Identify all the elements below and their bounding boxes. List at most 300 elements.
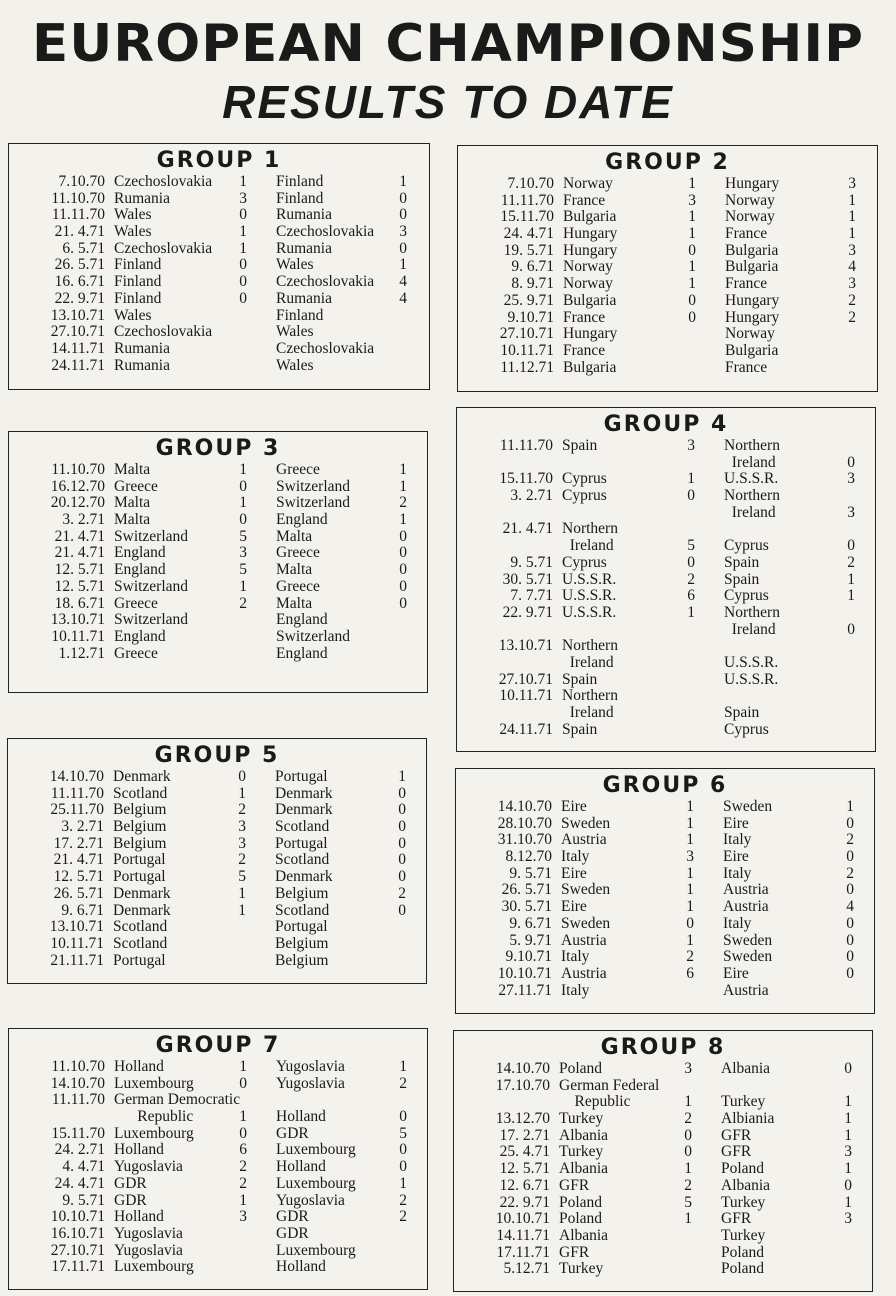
match-date: 17. 2.71 (53, 834, 104, 852)
match-date: 25. 9.71 (503, 291, 554, 309)
match-row (456, 949, 874, 966)
home-team: Norway (563, 175, 613, 192)
home-score: 1 (688, 208, 696, 226)
away-score: 0 (398, 784, 406, 802)
home-team: Cyprus (562, 487, 607, 505)
match-row (9, 1243, 427, 1260)
results-list (9, 462, 427, 662)
group-title: GROUP 4 (603, 412, 729, 437)
home-score: 0 (239, 273, 247, 291)
match-row (8, 802, 426, 819)
away-team: GDR (276, 1124, 309, 1142)
home-score: 6 (239, 1141, 247, 1159)
match-date: 10.10.71 (495, 1210, 550, 1228)
match-row (9, 1209, 427, 1226)
match-row (9, 324, 429, 341)
away-team: Italy (723, 864, 752, 882)
home-score: 1 (239, 1191, 247, 1209)
match-date: 19. 5.71 (503, 241, 554, 259)
home-team: France (563, 341, 606, 359)
home-score: 1 (239, 461, 247, 478)
away-team: Norway (725, 208, 775, 226)
away-score: 0 (399, 527, 407, 545)
home-score: 2 (238, 801, 246, 819)
home-team: GFR (559, 1243, 590, 1261)
match-row (9, 1176, 427, 1193)
away-team: Spain (724, 570, 760, 588)
away-score: 1 (848, 208, 856, 226)
match-date: 9. 6.71 (511, 258, 554, 276)
match-date: 17.11.71 (51, 1258, 105, 1276)
home-team: Luxembourg (114, 1074, 194, 1092)
match-date: 14.11.71 (51, 339, 105, 357)
match-date: 14.10.70 (50, 1074, 105, 1092)
home-team: France (563, 191, 606, 209)
match-row (458, 226, 877, 243)
home-team: Hungary (563, 325, 618, 343)
match-date: 21. 4.71 (54, 223, 105, 241)
away-score: 1 (398, 768, 406, 785)
away-score: 1 (399, 461, 407, 478)
match-row (454, 1094, 872, 1111)
match-row (454, 1261, 872, 1278)
away-score: 1 (848, 191, 856, 209)
home-score: 5 (239, 561, 247, 579)
away-score: 0 (398, 851, 406, 869)
match-row (458, 209, 877, 226)
away-team: Northern (724, 603, 780, 621)
match-row (9, 529, 427, 546)
match-date: 12. 5.71 (499, 1160, 550, 1178)
away-score: 2 (399, 1191, 407, 1209)
away-team: Northern (724, 487, 780, 505)
away-score: 0 (847, 537, 855, 555)
match-row (456, 966, 874, 983)
home-score: 1 (686, 831, 694, 849)
away-team: Bulgaria (725, 341, 779, 359)
away-score: 3 (844, 1210, 852, 1228)
match-date: 14.10.70 (495, 1060, 550, 1077)
group-2-box (457, 145, 878, 392)
home-team: Portugal (113, 951, 166, 969)
home-team: England (114, 544, 166, 562)
away-team: Turkey (721, 1093, 766, 1111)
home-score: 2 (238, 851, 246, 869)
match-row (8, 886, 426, 903)
match-date: 3. 2.71 (62, 511, 105, 529)
home-team: Sweden (561, 914, 611, 932)
match-row (456, 983, 874, 1000)
away-team: Rumania (276, 239, 332, 257)
results-list (8, 769, 426, 969)
home-team: Austria (561, 831, 607, 849)
match-row (457, 471, 875, 488)
away-score: 1 (844, 1160, 852, 1178)
away-team: Belgium (275, 884, 329, 902)
away-team: Rumania (276, 206, 332, 224)
away-team: Czechoslovakia (276, 339, 375, 357)
match-row (454, 1144, 872, 1161)
home-score: 0 (238, 768, 246, 785)
home-team: Belgium (113, 818, 167, 836)
away-team: Italy (723, 914, 752, 932)
match-row (457, 655, 875, 672)
match-date: 17.11.71 (496, 1243, 550, 1261)
group-1-box (8, 143, 430, 390)
home-score: 3 (239, 544, 247, 562)
match-date: 5. 9.71 (509, 931, 552, 949)
group-6-box (455, 768, 875, 1014)
away-team: England (276, 611, 328, 629)
results-list (456, 799, 874, 999)
away-team: Yugoslavia (276, 1058, 345, 1075)
match-date: 25. 4.71 (499, 1143, 550, 1161)
home-team: Malta (114, 494, 151, 512)
home-team: Denmark (113, 768, 171, 785)
group-title: GROUP 1 (156, 148, 282, 173)
away-team: Finland (276, 189, 324, 207)
home-team: Luxembourg (114, 1258, 194, 1276)
match-row (458, 259, 877, 276)
home-score: 1 (239, 173, 247, 190)
home-team: Yugoslavia (114, 1224, 183, 1242)
match-row (9, 612, 427, 629)
match-date: 10.10.71 (50, 1208, 105, 1226)
match-row (9, 1226, 427, 1243)
match-date: 21. 4.71 (53, 851, 104, 869)
away-score: 2 (846, 831, 854, 849)
match-date: 9.10.71 (507, 308, 554, 326)
away-score: 3 (399, 223, 407, 241)
match-date: 11.12.71 (500, 358, 554, 376)
home-team: U.S.S.R. (562, 603, 617, 621)
home-score: 1 (687, 470, 695, 488)
match-row (9, 646, 427, 663)
home-team: Wales (114, 306, 152, 324)
match-row (9, 1059, 427, 1076)
away-team: Malta (276, 561, 313, 579)
away-team: Malta (276, 594, 313, 612)
away-score: 2 (399, 494, 407, 512)
away-team: Switzerland (276, 494, 351, 512)
away-team: Greece (276, 461, 320, 478)
home-team: U.S.S.R. (562, 587, 617, 605)
match-row (458, 276, 877, 293)
match-date: 13.10.71 (50, 306, 105, 324)
home-team: Spain (562, 437, 598, 454)
match-row (458, 293, 877, 310)
match-row (454, 1078, 872, 1095)
away-score: 1 (844, 1193, 852, 1211)
match-date: 20.12.70 (50, 494, 105, 512)
match-row (456, 899, 874, 916)
away-score: 0 (844, 1176, 852, 1194)
away-score: 0 (846, 814, 854, 832)
away-score: 3 (847, 503, 855, 521)
match-date: 31.10.70 (497, 831, 552, 849)
group-title: GROUP 5 (154, 743, 280, 768)
match-row (8, 836, 426, 853)
home-score: 1 (239, 1108, 247, 1126)
home-team: Finland (114, 273, 162, 291)
home-score: 1 (684, 1160, 692, 1178)
match-date: 24.11.71 (499, 720, 553, 738)
match-row (457, 688, 875, 705)
home-team: Portugal (113, 851, 166, 869)
home-team: England (114, 561, 166, 579)
away-score: 2 (848, 291, 856, 309)
match-row (9, 1076, 427, 1093)
away-team: U.S.S.R. (724, 670, 779, 688)
match-row (457, 555, 875, 572)
group-4-box (456, 407, 876, 752)
results-list (458, 176, 877, 376)
match-row (9, 1159, 427, 1176)
match-row (9, 596, 427, 613)
match-date: 4. 4.71 (62, 1158, 105, 1176)
away-score: 2 (398, 884, 406, 902)
group-3-box (8, 431, 428, 693)
match-row (457, 455, 875, 472)
group-title: GROUP 6 (602, 773, 728, 798)
match-date: 7.10.70 (507, 175, 554, 192)
away-team: Belgium (275, 951, 329, 969)
away-score: 0 (844, 1060, 852, 1077)
away-team: GFR (721, 1126, 752, 1144)
away-score: 0 (399, 594, 407, 612)
home-team: Finland (114, 256, 162, 274)
home-score: 1 (686, 881, 694, 899)
home-score: 1 (687, 603, 695, 621)
match-row (454, 1178, 872, 1195)
home-team: Rumania (114, 189, 170, 207)
home-score: 1 (684, 1210, 692, 1228)
match-row (458, 360, 877, 377)
away-score: 4 (399, 273, 407, 291)
home-team: Albania (559, 1126, 609, 1144)
match-row (458, 343, 877, 360)
away-score: 3 (844, 1143, 852, 1161)
match-date: 22. 9.71 (499, 1193, 550, 1211)
away-score: 0 (846, 931, 854, 949)
match-date: 28.10.70 (497, 814, 552, 832)
home-score: 0 (239, 1124, 247, 1142)
match-date: 11.11.70 (500, 191, 554, 209)
match-row (9, 512, 427, 529)
home-team: Northern (562, 687, 618, 705)
home-team: Republic (559, 1093, 631, 1111)
away-team: Turkey (721, 1193, 766, 1211)
home-team: Cyprus (562, 470, 607, 488)
home-team: Eire (561, 864, 587, 882)
match-row (454, 1061, 872, 1078)
away-team: Albania (721, 1176, 771, 1194)
match-row (9, 579, 427, 596)
away-score: 2 (848, 308, 856, 326)
match-date: 11.11.70 (51, 1091, 105, 1109)
match-date: 27.10.71 (50, 323, 105, 341)
away-team: Czechoslovakia (276, 273, 375, 291)
match-row (457, 672, 875, 689)
home-score: 1 (684, 1093, 692, 1111)
match-date: 12. 5.71 (54, 561, 105, 579)
home-team: France (563, 308, 606, 326)
match-date: 11.11.70 (499, 437, 553, 454)
home-team: Northern (562, 520, 618, 538)
home-score: 1 (686, 814, 694, 832)
away-team: Denmark (275, 801, 333, 819)
away-team: Bulgaria (725, 241, 779, 259)
away-team: Portugal (275, 834, 328, 852)
match-date: 16.10.71 (50, 1224, 105, 1242)
home-team: Poland (559, 1060, 603, 1077)
away-team: Wales (276, 256, 314, 274)
away-score: 3 (848, 175, 856, 192)
away-team: Wales (276, 356, 314, 374)
match-row (458, 176, 877, 193)
match-date: 25.11.70 (50, 801, 104, 819)
away-score: 1 (399, 511, 407, 529)
home-score: 2 (239, 1174, 247, 1192)
home-score: 0 (688, 291, 696, 309)
home-score: 1 (686, 898, 694, 916)
home-score: 0 (688, 241, 696, 259)
match-row (456, 832, 874, 849)
away-team: Holland (276, 1158, 326, 1176)
match-date: 24. 4.71 (54, 1174, 105, 1192)
home-team: German Federal (559, 1076, 660, 1094)
match-row (9, 1109, 427, 1126)
home-score: 0 (239, 289, 247, 307)
away-team: Austria (723, 898, 769, 916)
home-score: 3 (688, 191, 696, 209)
home-team: Belgium (113, 801, 167, 819)
away-team: GFR (721, 1143, 752, 1161)
away-team: GDR (276, 1208, 309, 1226)
match-date: 14.11.71 (496, 1226, 550, 1244)
match-row (457, 638, 875, 655)
results-list (454, 1061, 872, 1278)
match-date: 15.11.70 (500, 208, 554, 226)
away-team: Spain (724, 553, 760, 571)
home-team: Sweden (561, 881, 611, 899)
match-row (9, 241, 429, 258)
match-row (9, 545, 427, 562)
match-row (9, 291, 429, 308)
home-score: 1 (238, 784, 246, 802)
away-score: 1 (399, 1174, 407, 1192)
match-row (457, 488, 875, 505)
home-team: Scotland (113, 918, 168, 936)
away-score: 0 (846, 848, 854, 866)
match-date: 6. 5.71 (62, 239, 105, 257)
home-score: 0 (239, 256, 247, 274)
home-team: Bulgaria (563, 358, 617, 376)
away-score: 0 (399, 206, 407, 224)
match-row (457, 622, 875, 639)
away-score: 4 (848, 258, 856, 276)
match-row (9, 174, 429, 191)
match-date: 11.10.70 (51, 461, 105, 478)
match-date: 14.10.70 (497, 798, 552, 815)
match-date: 12. 5.71 (53, 868, 104, 886)
match-date: 12. 5.71 (54, 577, 105, 595)
group-title: GROUP 3 (155, 436, 281, 461)
match-row (9, 1142, 427, 1159)
match-date: 27.11.71 (498, 981, 552, 999)
home-team: Belgium (113, 834, 167, 852)
home-team: Turkey (559, 1110, 604, 1128)
away-team: Norway (725, 191, 775, 209)
match-row (457, 722, 875, 739)
match-date: 7. 7.71 (510, 587, 553, 605)
away-team: Portugal (275, 918, 328, 936)
home-score: 5 (687, 537, 695, 555)
home-score: 0 (686, 914, 694, 932)
away-team: Cyprus (724, 537, 769, 555)
match-date: 10.10.71 (497, 964, 552, 982)
home-score: 2 (684, 1176, 692, 1194)
match-date: 22. 9.71 (54, 289, 105, 307)
match-date: 18. 6.71 (54, 594, 105, 612)
home-score: 3 (684, 1060, 692, 1077)
home-score: 1 (239, 223, 247, 241)
away-team: Portugal (275, 768, 328, 785)
match-row (457, 705, 875, 722)
home-score: 5 (238, 868, 246, 886)
home-team: England (114, 627, 166, 645)
home-team: Turkey (559, 1143, 604, 1161)
away-score: 1 (399, 173, 407, 190)
away-team: Denmark (275, 784, 333, 802)
group-title: GROUP 8 (600, 1035, 726, 1060)
match-date: 10.11.71 (50, 934, 104, 952)
match-date: 11.10.70 (51, 189, 105, 207)
home-score: 6 (686, 964, 694, 982)
match-row (456, 849, 874, 866)
home-team: Denmark (113, 901, 171, 919)
match-row (8, 936, 426, 953)
home-score: 0 (239, 1074, 247, 1092)
results-list (457, 438, 875, 738)
away-team: Denmark (275, 868, 333, 886)
away-score: 2 (846, 864, 854, 882)
away-score: 0 (399, 189, 407, 207)
match-date: 27.10.71 (499, 325, 554, 343)
match-date: 17.10.70 (495, 1076, 550, 1094)
home-team: Scotland (113, 934, 168, 952)
match-row (457, 605, 875, 622)
match-date: 9. 5.71 (62, 1191, 105, 1209)
away-score: 1 (847, 570, 855, 588)
match-date: 13.12.70 (495, 1110, 550, 1128)
home-score: 2 (684, 1110, 692, 1128)
home-team: Italy (561, 948, 590, 966)
away-score: 2 (399, 1208, 407, 1226)
match-date: 9. 5.71 (509, 864, 552, 882)
away-score: 0 (846, 964, 854, 982)
away-team: Holland (276, 1108, 326, 1126)
home-team: Portugal (113, 868, 166, 886)
match-date: 13.10.71 (498, 637, 553, 655)
match-row (8, 786, 426, 803)
home-team: Eire (561, 798, 587, 815)
match-row (457, 505, 875, 522)
away-score: 5 (399, 1124, 407, 1142)
match-date: 24.11.71 (51, 356, 105, 374)
away-team: Northern (724, 437, 780, 454)
match-date: 21. 4.71 (54, 527, 105, 545)
